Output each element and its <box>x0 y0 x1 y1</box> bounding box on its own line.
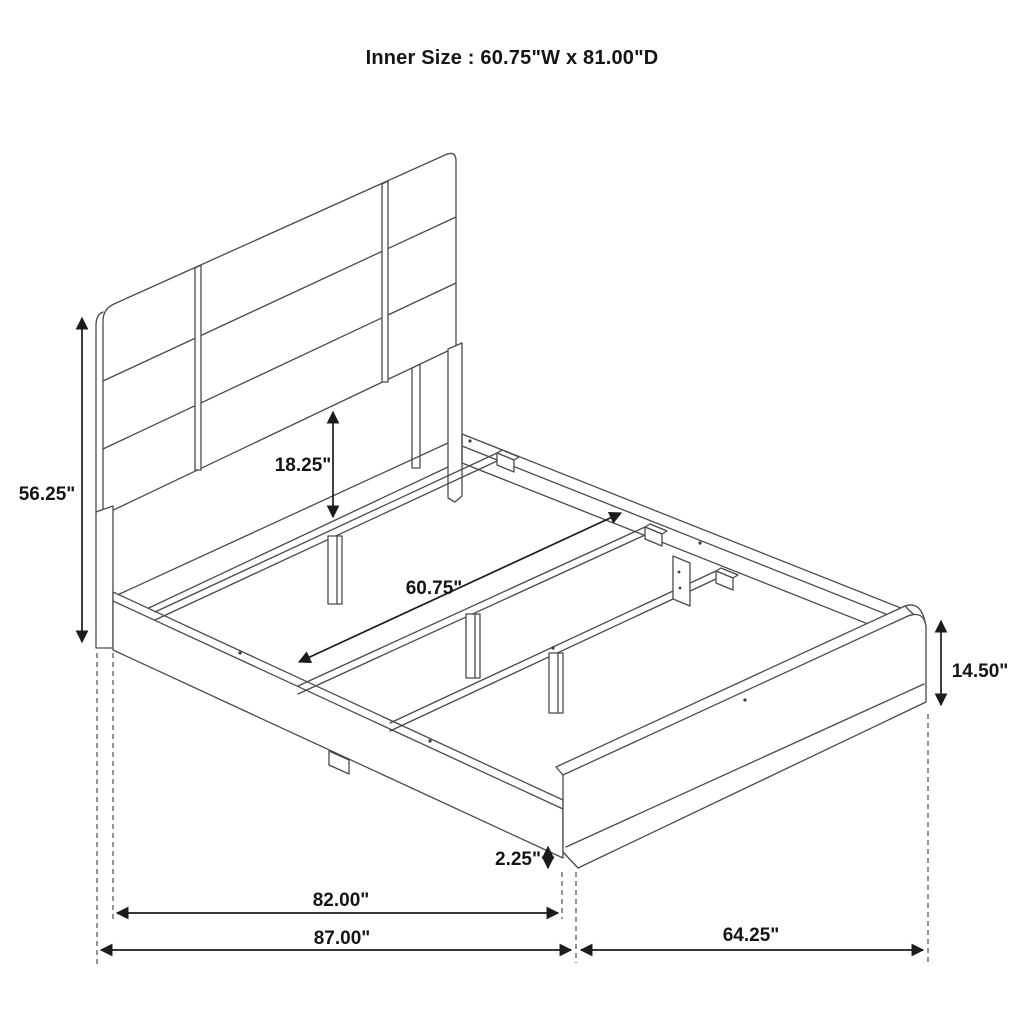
side-rail-back <box>462 434 911 641</box>
slat-hanger-bracket <box>673 556 690 606</box>
label-frame-length: 82.00" <box>312 890 370 911</box>
headboard-rear-leg <box>412 364 420 468</box>
label-headboard-height: 56.25" <box>18 484 76 505</box>
slat-support-legs <box>328 536 563 713</box>
slat-2 <box>298 524 667 694</box>
label-overall-length: 87.00" <box>313 928 371 949</box>
label-overall-width: 64.25" <box>722 925 780 946</box>
headboard-metal-strip-left <box>195 265 201 470</box>
headboard-front-leg <box>96 506 113 648</box>
label-headboard-clearance: 18.25" <box>274 455 332 476</box>
label-inner-width: 60.75" <box>405 578 463 599</box>
headboard-side-edge <box>96 312 103 512</box>
footboard <box>556 605 926 868</box>
headboard-metal-strip-right <box>382 181 388 382</box>
headboard <box>96 153 462 648</box>
diagram-title: Inner Size : 60.75"W x 81.00"D <box>365 47 659 69</box>
bed-drawing <box>96 153 926 868</box>
side-rail-front <box>113 592 563 858</box>
label-footboard-height: 14.50" <box>951 661 1009 682</box>
label-footboard-base: 2.25" <box>495 849 541 870</box>
